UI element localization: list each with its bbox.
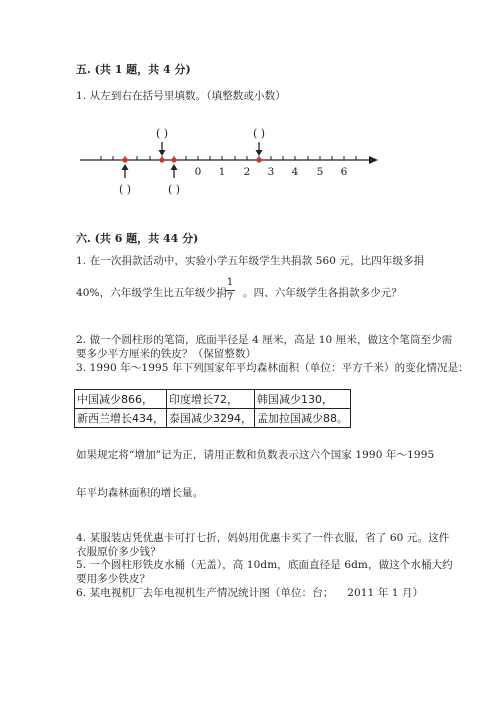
number-line: [0, 0, 500, 210]
section-6-heading: 六. (共 6 题，共 44 分): [76, 232, 199, 245]
tick-label: 4: [291, 166, 299, 178]
tick-label: 6: [340, 166, 348, 178]
table-cell: 韩国减少130，: [255, 390, 351, 409]
question-6-4-line-1: 4. 某服装店凭优惠卡可打七折，妈妈用优惠卡买了一件衣服，省了 60 元。这件: [76, 532, 450, 544]
down-arrow-head-icon: [159, 150, 166, 156]
answer-bracket-bottom: ( ): [118, 183, 132, 196]
question-6-2-line-1: 2. 做一个圆柱形的笔筒，底面半径是 4 厘米，高是 10 厘米，做这个笔筒至少需: [76, 334, 453, 346]
number-line-arrow: [369, 156, 378, 164]
question-6-1-line-1: 1. 在一次捐款活动中，实验小学五年级学生共捐款 560 元，比四年级多捐: [76, 255, 425, 267]
table-cell: 印度增长72，: [167, 390, 255, 409]
tick-label: 2: [243, 166, 251, 178]
fraction-denominator: 7: [226, 292, 234, 303]
fraction-one-seventh: [225, 277, 235, 304]
section-5-heading: 五. (共 1 题，共 4 分): [76, 63, 191, 76]
table-cell: 孟加拉国减少88。: [255, 409, 351, 428]
table-row: [75, 409, 351, 428]
table-row: [75, 390, 351, 409]
question-6-1-line-2b: 。四、六年级学生各捐款多少元？: [243, 287, 402, 299]
fraction-numerator: 1: [226, 277, 234, 288]
answer-bracket-top: ( ): [252, 127, 266, 140]
question-6-1-line-2a: 40%，六年级学生比五年级少捐: [76, 287, 227, 299]
answer-bracket-top: ( ): [155, 127, 169, 140]
up-arrow-head-icon: [122, 164, 129, 170]
question-6-2-line-2: 要多少平方厘米的铁皮？（保留整数）: [76, 348, 257, 360]
question-6-5-line-1: 5. 一个圆柱形铁皮水桶（无盖），高 10dm，底面直径是 6dm，做这个水桶大约: [76, 559, 453, 571]
question-6-3-line-3: 年平均森林面积的增长量。: [76, 487, 204, 499]
up-arrow-head-icon: [171, 164, 178, 170]
forest-area-table: [74, 389, 351, 428]
table-cell: 中国减少866，: [75, 390, 167, 409]
point-marker: [256, 157, 261, 162]
fraction-bar: [225, 290, 235, 291]
question-6-3-line-2: 如果规定将“增加”记为正，请用正数和负数表示这六个国家 1990 年～1995: [76, 449, 435, 461]
question-6-5-line-2: 要用多少铁皮？: [76, 573, 151, 585]
question-6-4-line-2: 衣服原价多少钱？: [76, 546, 161, 558]
point-marker: [171, 157, 176, 162]
question-5-1-text: 1. 从左到右在括号里填数。（填整数或小数）: [76, 90, 286, 102]
table-cell: 新西兰增长434，: [75, 409, 167, 428]
tick-label: 5: [316, 166, 324, 178]
question-6-6-line-1: 6. 某电视机厂去年电视机生产情况统计图（单位：台； 2011 年 1 月）: [76, 587, 424, 599]
down-arrow-head-icon: [256, 150, 263, 156]
answer-bracket-bottom: ( ): [167, 183, 181, 196]
point-marker: [159, 157, 164, 162]
table-cell: 泰国减少3294，: [167, 409, 255, 428]
tick-label: 0: [194, 166, 202, 178]
tick-label: 3: [267, 166, 275, 178]
question-6-3-line-1: 3. 1990 年～1995 年下列国家年平均森林面积（单位：平方千米）的变化情况是：: [76, 362, 469, 374]
tick-label: 1: [218, 166, 226, 178]
point-marker: [122, 157, 127, 162]
